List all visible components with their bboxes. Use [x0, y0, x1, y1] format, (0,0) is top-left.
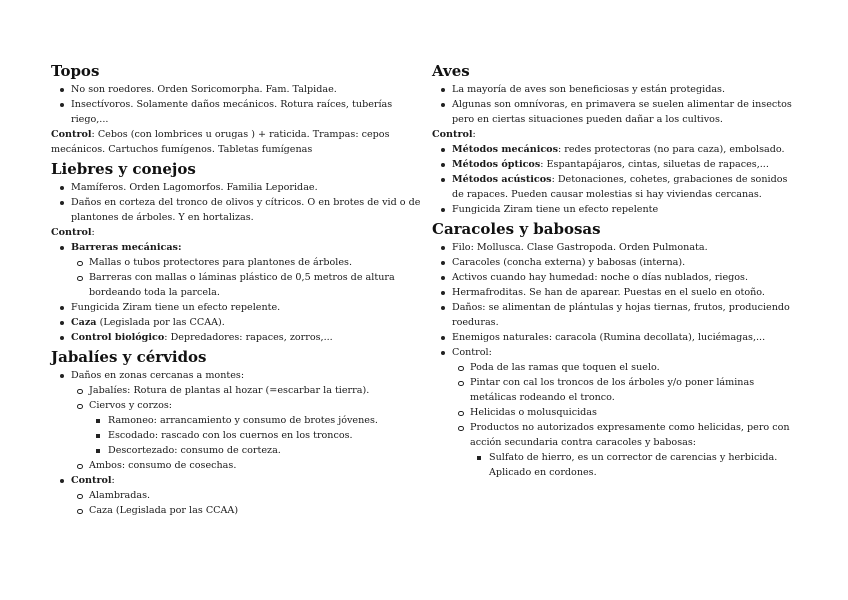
section-title: Topos	[51, 62, 100, 80]
control-colon: :	[111, 475, 115, 486]
list-item: Mamíferos. Orden Lagomorfos. Familia Leporidae.	[51, 180, 423, 195]
sub-list-item: Poda de las ramas que toquen el suelo.	[432, 360, 802, 375]
sub-sub-list-item: Descortezado: consumo de corteza.	[51, 443, 423, 458]
biologico-label: Control biológico	[71, 332, 165, 343]
control-paragraph	[51, 225, 423, 240]
control-paragraph	[51, 127, 423, 157]
sub-list-item: Mallas o tubos protectores para plantones de árboles.	[51, 255, 423, 270]
sub-list-item: Ambos: consumo de cosechas.	[51, 458, 423, 473]
section-topos	[51, 62, 423, 157]
caza-text: (Legislada por las CCAA).	[96, 317, 225, 328]
opticos-text: : Espantapájaros, cintas, siluetas de rapaces,...	[540, 159, 769, 170]
bullet-list	[432, 240, 802, 480]
list-item	[432, 142, 802, 157]
sub-list-item: Helicidas o molusquicidas	[432, 405, 802, 420]
right-column	[432, 62, 802, 483]
list-item: Fungicida Ziram tiene un efecto repelente	[432, 202, 802, 217]
sub-list-item: Barreras con mallas o láminas plástico de 0,5 metros de altura bordeando toda la parcela.	[51, 270, 423, 300]
control-text: : Cebos (con lombrices u orugas ) + raticida. Trampas: cepos mecánicos. Cartuchos fumígenos. Tabletas fumígenas	[51, 129, 390, 155]
bullet-list	[51, 368, 423, 518]
opticos-label: Métodos ópticos	[452, 159, 541, 170]
bullet-list	[432, 82, 802, 127]
sub-list-item: Productos no autorizados expresamente como helicidas, pero con acción secundaria contra caracoles y babosas:	[432, 420, 802, 450]
section-title: Jabalíes y cérvidos	[51, 348, 207, 366]
list-item: Fungicida Ziram tiene un efecto repelente.	[51, 300, 423, 315]
control-label: Control	[432, 129, 473, 140]
list-item: La mayoría de aves son beneficiosas y están protegidas.	[432, 82, 802, 97]
mecanicos-label: Métodos mecánicos	[452, 144, 558, 155]
control-colon: :	[91, 227, 95, 238]
section-jabalies	[51, 348, 423, 518]
list-item: Hermafroditas. Se han de aparear. Puestas en el suelo en otoño.	[432, 285, 802, 300]
sub-list-item: Pintar con cal los troncos de los árboles y/o poner láminas metálicas rodeando el tronco.	[432, 375, 802, 405]
list-item	[51, 315, 423, 330]
biologico-text: : Depredadores: rapaces, zorros,...	[164, 332, 333, 343]
list-item	[432, 172, 802, 202]
list-item	[51, 330, 423, 345]
section-caracoles	[432, 220, 802, 480]
list-item: Filo: Mollusca. Clase Gastropoda. Orden Pulmonata.	[432, 240, 802, 255]
list-item: Activos cuando hay humedad: noche o días nublados, riegos.	[432, 270, 802, 285]
sub-sub-list-item: Sulfato de hierro, es un corrector de carencias y herbicida. Aplicado en cordones.	[432, 450, 802, 480]
list-item: Daños en corteza del tronco de olivos y cítricos. O en brotes de vid o de plantones de árboles. Y en hortalizas.	[51, 195, 423, 225]
list-item: Control:	[432, 345, 802, 360]
control-label: Control	[51, 129, 92, 140]
bullet-list	[51, 82, 423, 127]
control-list	[51, 240, 423, 345]
sub-sub-list-item: Escodado: rascado con los cuernos en los troncos.	[51, 428, 423, 443]
list-item: Caracoles (concha externa) y babosas (interna).	[432, 255, 802, 270]
bullet-list	[51, 180, 423, 225]
barreras-label: Barreras mecánicas:	[71, 242, 182, 253]
control-colon: :	[472, 129, 476, 140]
sub-list-item: Ciervos y corzos:	[51, 398, 423, 413]
section-title: Liebres y conejos	[51, 160, 196, 178]
sub-list-item: Jabalíes: Rotura de plantas al hozar (=escarbar la tierra).	[51, 383, 423, 398]
list-item	[432, 157, 802, 172]
left-column	[51, 62, 423, 521]
control-list	[432, 142, 802, 217]
list-item: Daños en zonas cercanas a montes:	[51, 368, 423, 383]
list-item: Algunas son omnívoras, en primavera se suelen alimentar de insectos pero en ciertas situaciones pueden dañar a los cultivos.	[432, 97, 802, 127]
sub-list-item: Caza (Legislada por las CCAA)	[51, 503, 423, 518]
section-title: Caracoles y babosas	[432, 220, 601, 238]
section-title: Aves	[432, 62, 470, 80]
acusticos-text: : Detonaciones, cohetes, grabaciones de sonidos de rapaces. Pueden causar molestias si hay viviendas cercanas.	[452, 174, 788, 200]
sub-list-item: Alambradas.	[51, 488, 423, 503]
list-item: No son roedores. Orden Soricomorpha. Fam. Talpidae.	[51, 82, 423, 97]
section-aves	[432, 62, 802, 217]
mecanicos-text: : redes protectoras (no para caza), embolsado.	[557, 144, 785, 155]
list-item: Insectívoros. Solamente daños mecánicos. Rotura raíces, tuberías riego,...	[51, 97, 423, 127]
list-item: Enemigos naturales: caracola (Rumina decollata), luciémagas,...	[432, 330, 802, 345]
sub-sub-list-item: Ramoneo: arrancamiento y consumo de brotes jóvenes.	[51, 413, 423, 428]
caza-label: Caza	[71, 317, 97, 328]
control-label: Control	[71, 475, 112, 486]
list-item	[51, 240, 423, 255]
list-item: Daños: se alimentan de plántulas y hojas tiernas, frutos, produciendo roeduras.	[432, 300, 802, 330]
acusticos-label: Métodos acústicos	[452, 174, 552, 185]
control-paragraph	[432, 127, 802, 142]
section-liebres	[51, 160, 423, 345]
list-item	[51, 473, 423, 488]
control-label: Control	[51, 227, 92, 238]
